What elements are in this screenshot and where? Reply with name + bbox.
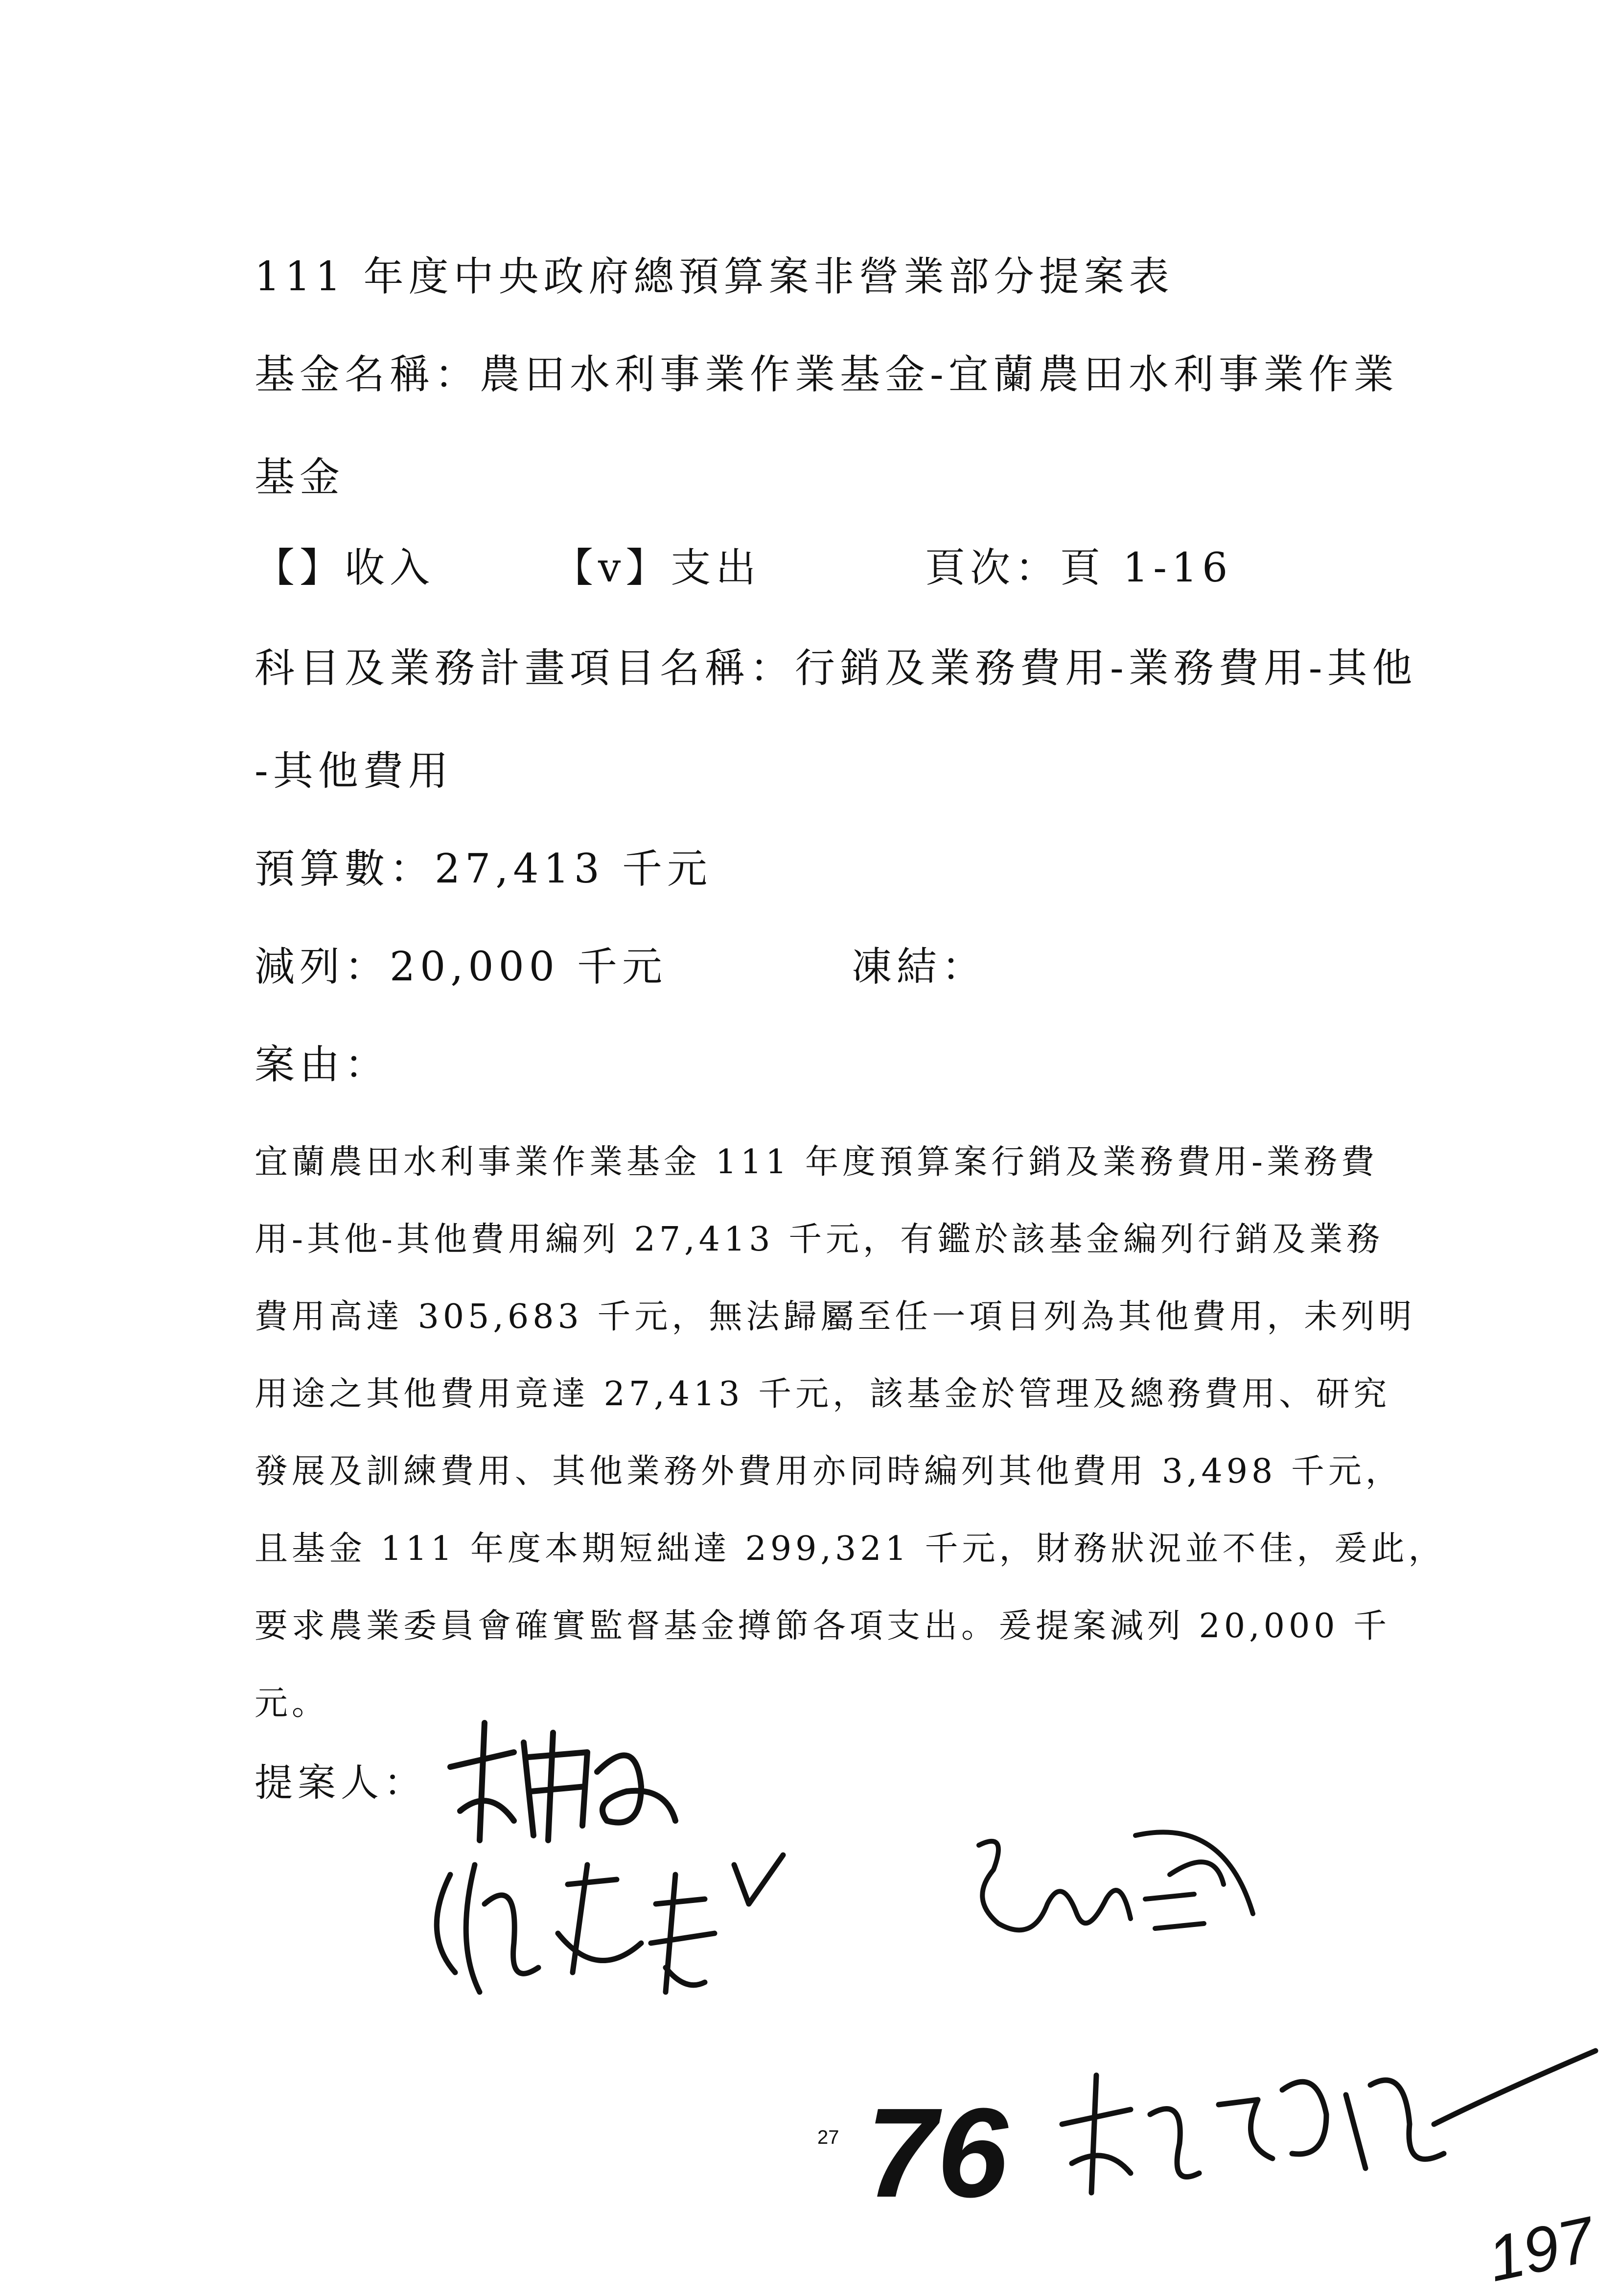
proposer-label: 提案人： — [255, 1761, 427, 1805]
expense-checkbox-label: 【v】支出 — [553, 545, 761, 591]
page-range: 頁次：頁 1-16 — [925, 545, 1233, 591]
reason-line: 發展及訓練費用、其他業務外費用亦同時編列其他費用 3,498 千元， — [255, 1452, 1403, 1491]
page-number: 27 — [817, 2127, 839, 2148]
reason-line: 要求農業委員會確實監督基金撙節各項支出。爰提案減列 20,000 千 — [255, 1607, 1391, 1646]
income-checkbox-label: 【】收入 — [255, 545, 435, 591]
subject-line-1: 科目及業務計畫項目名稱：行銷及業務費用-業務費用-其他 — [255, 645, 1417, 692]
signature-3 — [949, 1816, 1263, 1963]
cut-amount: 減列：20,000 千元 — [255, 944, 667, 990]
signature-2 — [411, 1845, 832, 2012]
stamp-number: 76 — [866, 2082, 1008, 2224]
reason-line: 宜蘭農田水利事業作業基金 111 年度預算案行銷及業務費用-業務費 — [255, 1143, 1379, 1182]
subject-line-2: -其他費用 — [255, 748, 453, 794]
fund-name-line-1: 基金名稱：農田水利事業作業基金-宜蘭農田水利事業作業 — [255, 351, 1399, 398]
signature-1 — [431, 1713, 685, 1860]
signature-4 — [1052, 2046, 1600, 2212]
reason-line: 用-其他-其他費用編列 27,413 千元，有鑑於該基金編列行銷及業務 — [255, 1220, 1384, 1259]
reason-line: 用途之其他費用竟達 27,413 千元，該基金於管理及總務費用、研究 — [255, 1375, 1391, 1414]
handwritten-number: 197 — [1481, 2203, 1600, 2295]
fund-name-line-2: 基金 — [255, 454, 345, 501]
reason-label: 案由： — [255, 1042, 390, 1088]
form-title: 111 年度中央政府總預算案非營業部分提案表 — [255, 254, 1174, 300]
reason-line: 費用高達 305,683 千元，無法歸屬至任一項目列為其他費用，未列明 — [255, 1298, 1416, 1336]
freeze-label: 凍結： — [852, 944, 987, 990]
reason-line: 元。 — [255, 1684, 329, 1723]
reason-line: 且基金 111 年度本期短絀達 299,321 千元，財務狀況並不佳，爰此， — [255, 1530, 1446, 1568]
budget-amount: 預算數：27,413 千元 — [255, 846, 712, 892]
